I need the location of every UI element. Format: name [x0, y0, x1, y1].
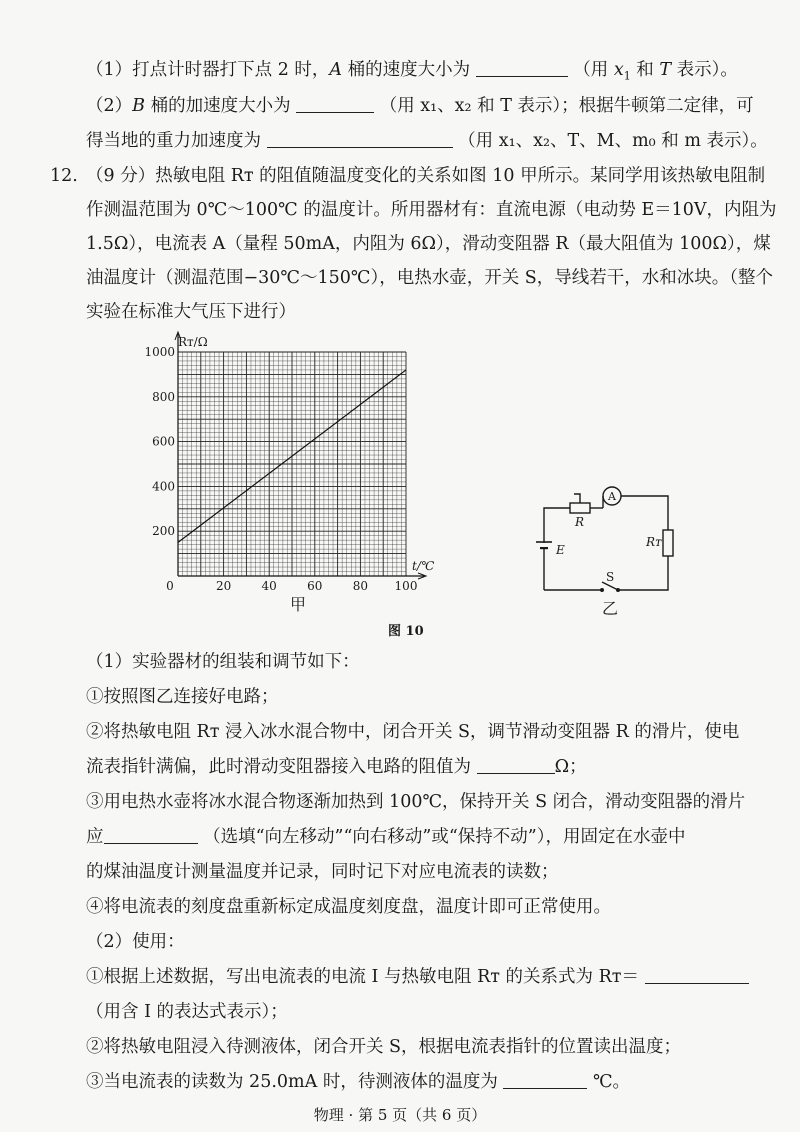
answer-blank-2[interactable] — [296, 94, 374, 113]
q12-line5: 实验在标准大气压下进行） — [86, 302, 296, 322]
answer-blank-5[interactable] — [104, 825, 198, 844]
q11-part2: （2）B 桶的加速度大小为 （用 x₁、x₂ 和 T 表示）；根据牛顿第二定律，可 — [86, 96, 754, 116]
q12-line4: 油温度计（测温范围−30℃～150℃），电热水壶，开关 S，导线若干，水和冰块。（整个 — [86, 268, 774, 288]
q11-part3: 得当地的重力加速度为 （用 x₁、x₂、T、M、m₀ 和 m 表示）。 — [86, 131, 768, 151]
x-tick-label: 60 — [307, 579, 323, 593]
step-2b: 流表指针满偏，此时滑动变阻器接入电路的阻值为 Ω； — [86, 757, 587, 777]
step-3a: ③用电热水壶将冰水混合物逐渐加热到 100℃，保持开关 S 闭合，滑动变阻器的滑片 — [86, 792, 746, 812]
y-tick-label: 1000 — [144, 345, 175, 359]
y-tick-label: 200 — [152, 524, 175, 539]
graph-ticks — [144, 345, 417, 593]
x-axis-label: t/℃ — [412, 559, 435, 573]
rheostat-label: R — [575, 515, 585, 529]
x-tick-label: 100 — [394, 579, 418, 593]
y-tick-label: 800 — [152, 389, 175, 404]
graph-rt-vs-t — [140, 330, 450, 620]
x-tick-label: 20 — [215, 579, 232, 593]
q12-line3: 1.5Ω），电流表 A（量程 50mA，内阻为 6Ω），滑动变阻器 R（最大阻值为 100Ω），煤 — [86, 234, 771, 254]
thermistor-symbol — [663, 530, 673, 556]
y-axis-label: Rᴛ/Ω — [178, 335, 208, 349]
figure-caption: 图 10 — [388, 624, 424, 639]
q12-line2: 作测温范围为 0℃～100℃ 的温度计。所用器材有：直流电源（电动势 E＝10V，内阻为 — [86, 200, 777, 220]
use-2: ②将热敏电阻浸入待测液体，闭合开关 S，根据电流表指针的位置读出温度； — [86, 1037, 682, 1057]
y-tick-label: 600 — [152, 434, 175, 449]
x-tick-label: 40 — [261, 579, 277, 593]
step-3b: 应 （选填“向左移动”“向右移动”或“保持不动”），用固定在水壶中 — [86, 827, 686, 847]
q12-line1: （9 分）热敏电阻 Rᴛ 的阻值随温度变化的关系如图 10 甲所示。某同学用该热敏电阻制 — [86, 166, 766, 186]
x-tick-label: 0 — [166, 579, 174, 593]
rheostat-slider — [574, 494, 580, 503]
ammeter-label: A — [608, 490, 616, 503]
x-tick-label: 80 — [352, 579, 369, 593]
use-3: ③当电流表的读数为 25.0mA 时，待测液体的温度为 ℃。 — [86, 1072, 631, 1092]
step-3c: 的煤油温度计测量温度并记录，同时记下对应电流表的读数； — [86, 862, 559, 882]
answer-blank-4[interactable] — [477, 755, 555, 774]
q11-part1: （1）打点计时器打下点 2 时，A 桶的速度大小为 （用 $x_1$ 和 T 表示）。 — [86, 60, 738, 83]
step-1: ①按照图乙连接好电路； — [86, 687, 279, 707]
wire-top-right — [621, 496, 668, 530]
answer-blank-3[interactable] — [267, 129, 453, 148]
circuit-caption: 乙 — [601, 599, 619, 618]
answer-blank-7[interactable] — [503, 1070, 587, 1089]
use-1a: ①根据上述数据，写出电流表的电流 I 与热敏电阻 Rᴛ 的关系式为 Rᴛ＝ — [86, 963, 749, 991]
answer-blank-6[interactable] — [645, 965, 749, 984]
graph-axes — [175, 332, 426, 579]
step-heading-2: （2）使用： — [86, 932, 185, 952]
battery-label: E — [556, 543, 565, 557]
graph-caption: 甲 — [289, 595, 307, 614]
wire-right-bottom — [618, 556, 668, 590]
thermistor-label: Rᴛ — [646, 535, 662, 549]
use-1b: （用含 I 的表达式表示）； — [86, 1002, 288, 1022]
rheostat-symbol — [570, 503, 590, 513]
page-footer: 物理 · 第 5 页（共 6 页） — [313, 1106, 487, 1124]
graph-grid — [178, 352, 406, 576]
step-4: ④将电流表的刻度盘重新标定成温度刻度盘，温度计即可正常使用。 — [86, 897, 611, 917]
circuit-diagram — [530, 478, 690, 618]
answer-blank-1[interactable] — [476, 58, 568, 77]
step-heading-1: （1）实验器材的组装和调节如下： — [86, 652, 360, 672]
q12-number: 12. — [50, 166, 78, 186]
step-2a: ②将热敏电阻 Rᴛ 浸入冰水混合物中，闭合开关 S，调节滑动变阻器 R 的滑片，使电 — [86, 722, 740, 742]
switch-label: S — [606, 570, 615, 584]
y-tick-label: 400 — [152, 479, 175, 494]
